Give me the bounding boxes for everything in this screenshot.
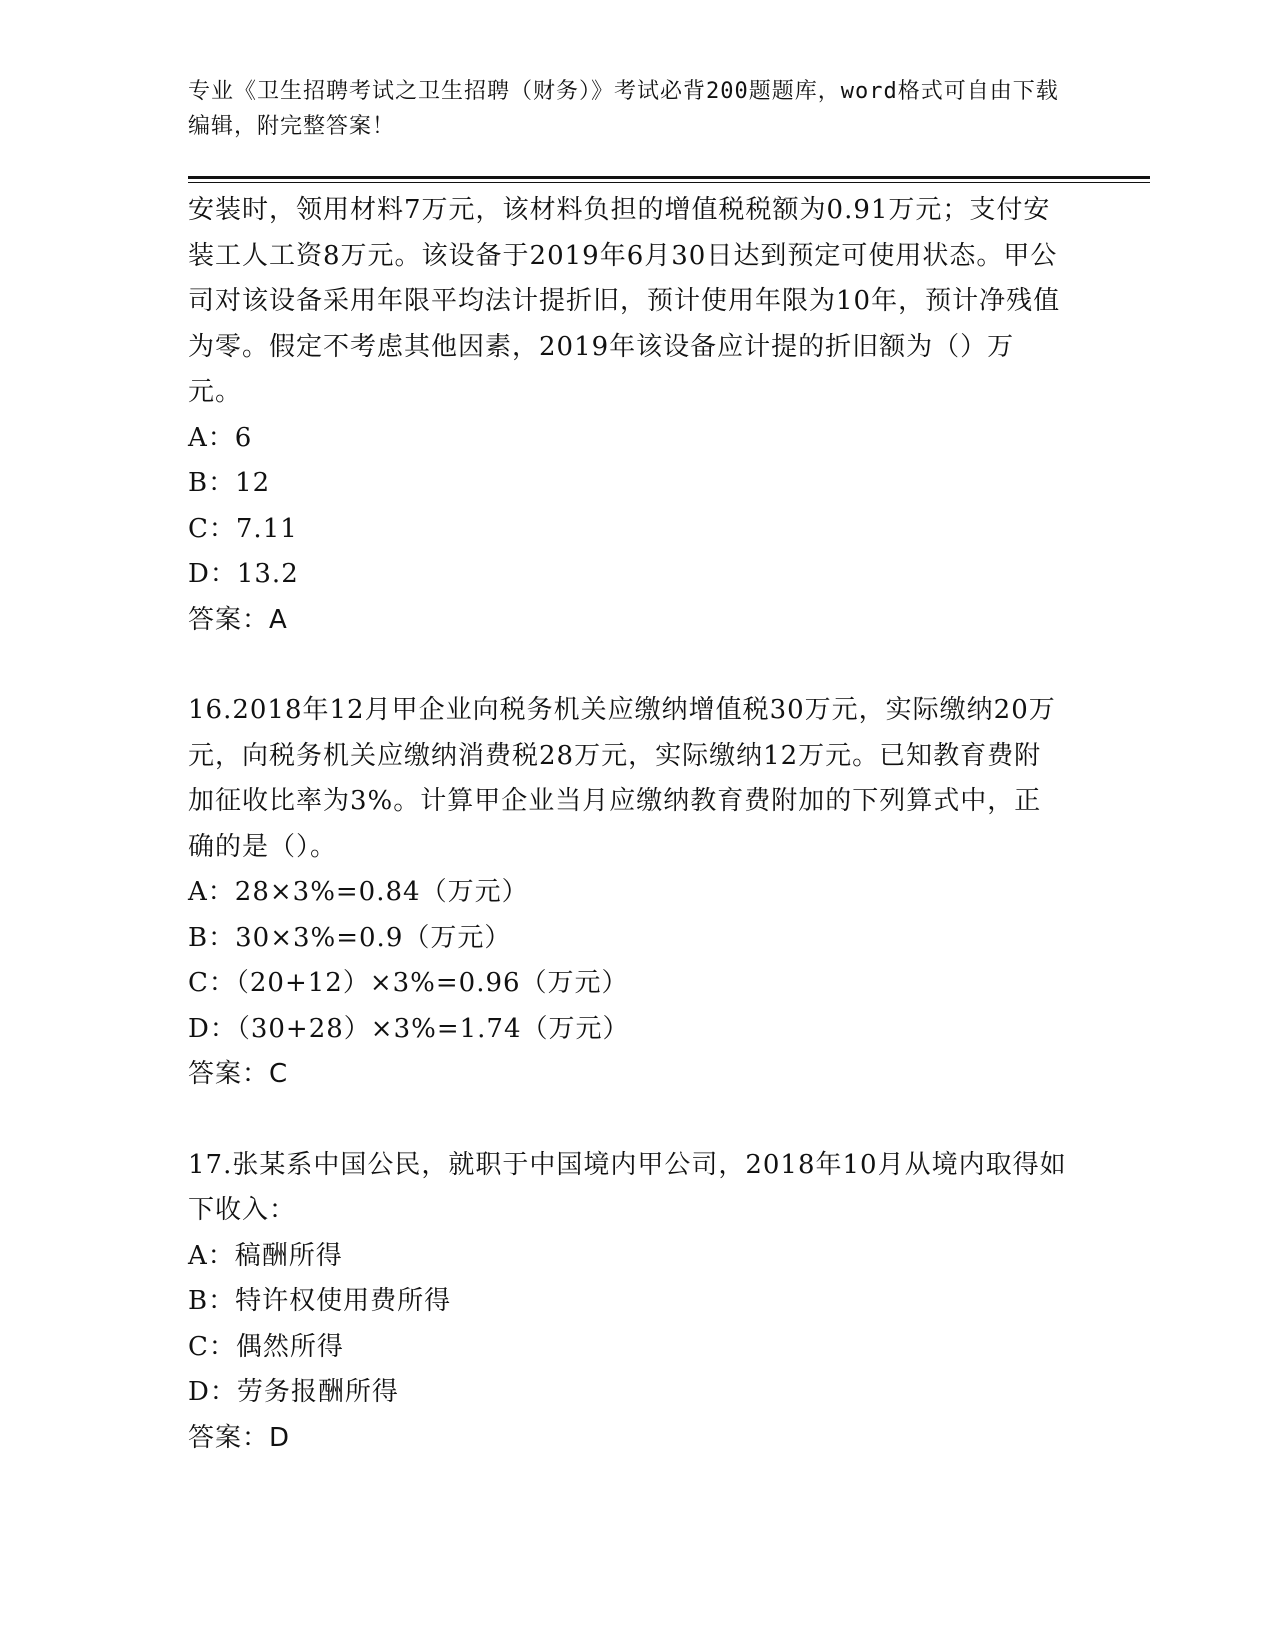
option-b: B：12 bbox=[188, 468, 271, 498]
question-stem: 17.张某系中国公民，就职于中国境内甲公司，2018年10月从境内取得如下收入： bbox=[188, 1149, 1067, 1225]
answer-label: 答案：C bbox=[188, 1059, 289, 1089]
option-d: D：（30+28）×3%=1.74（万元） bbox=[188, 1013, 630, 1044]
question-stem: 16.2018年12月甲企业向税务机关应缴纳增值税30万元，实际缴纳20万元，向税务机关应缴纳消费税28万元，实际缴纳12万元。已知教育费附加征收比率为3%。计算甲企业当月应缴纳教育费附加的下列算式中，正确的是（）。 bbox=[188, 695, 1056, 862]
option-b: B：特许权使用费所得 bbox=[188, 1286, 452, 1316]
question-16 bbox=[188, 688, 1068, 1098]
option-b: B：30×3%=0.9（万元） bbox=[188, 922, 512, 953]
option-c: C：7.11 bbox=[188, 513, 298, 544]
header-rule-thin bbox=[188, 182, 1150, 183]
option-a: A：28×3%=0.84（万元） bbox=[188, 877, 529, 907]
question-15 bbox=[188, 188, 1068, 643]
option-c: C：偶然所得 bbox=[188, 1331, 344, 1362]
option-a: A：稿酬所得 bbox=[188, 1240, 343, 1271]
option-c: C：（20+12）×3%=0.96（万元） bbox=[188, 968, 629, 998]
document-body bbox=[188, 188, 1068, 1461]
option-d: D：劳务报酬所得 bbox=[188, 1377, 399, 1407]
question-stem: 安装时，领用材料7万元，该材料负担的增值税税额为0.91万元；支付安装工人工资8万元。该设备于2019年6月30日达到预定可使用状态。甲公司对该设备采用年限平均法计提折旧，预计使用年限为10年，预计净残值为零。假定不考虑其他因素，2019年该设备应计提的折旧额为（）万元。 bbox=[188, 195, 1061, 407]
answer-label: 答案：A bbox=[188, 604, 288, 635]
answer-label: 答案：D bbox=[188, 1422, 291, 1453]
option-a: A：6 bbox=[188, 422, 253, 453]
header-rule-thick bbox=[188, 176, 1150, 179]
question-17 bbox=[188, 1143, 1068, 1462]
document-header: 专业《卫生招聘考试之卫生招聘（财务）》考试必背200题题库，word格式可自由下载编辑，附完整答案！ bbox=[188, 79, 1059, 139]
option-d: D：13.2 bbox=[188, 559, 299, 589]
